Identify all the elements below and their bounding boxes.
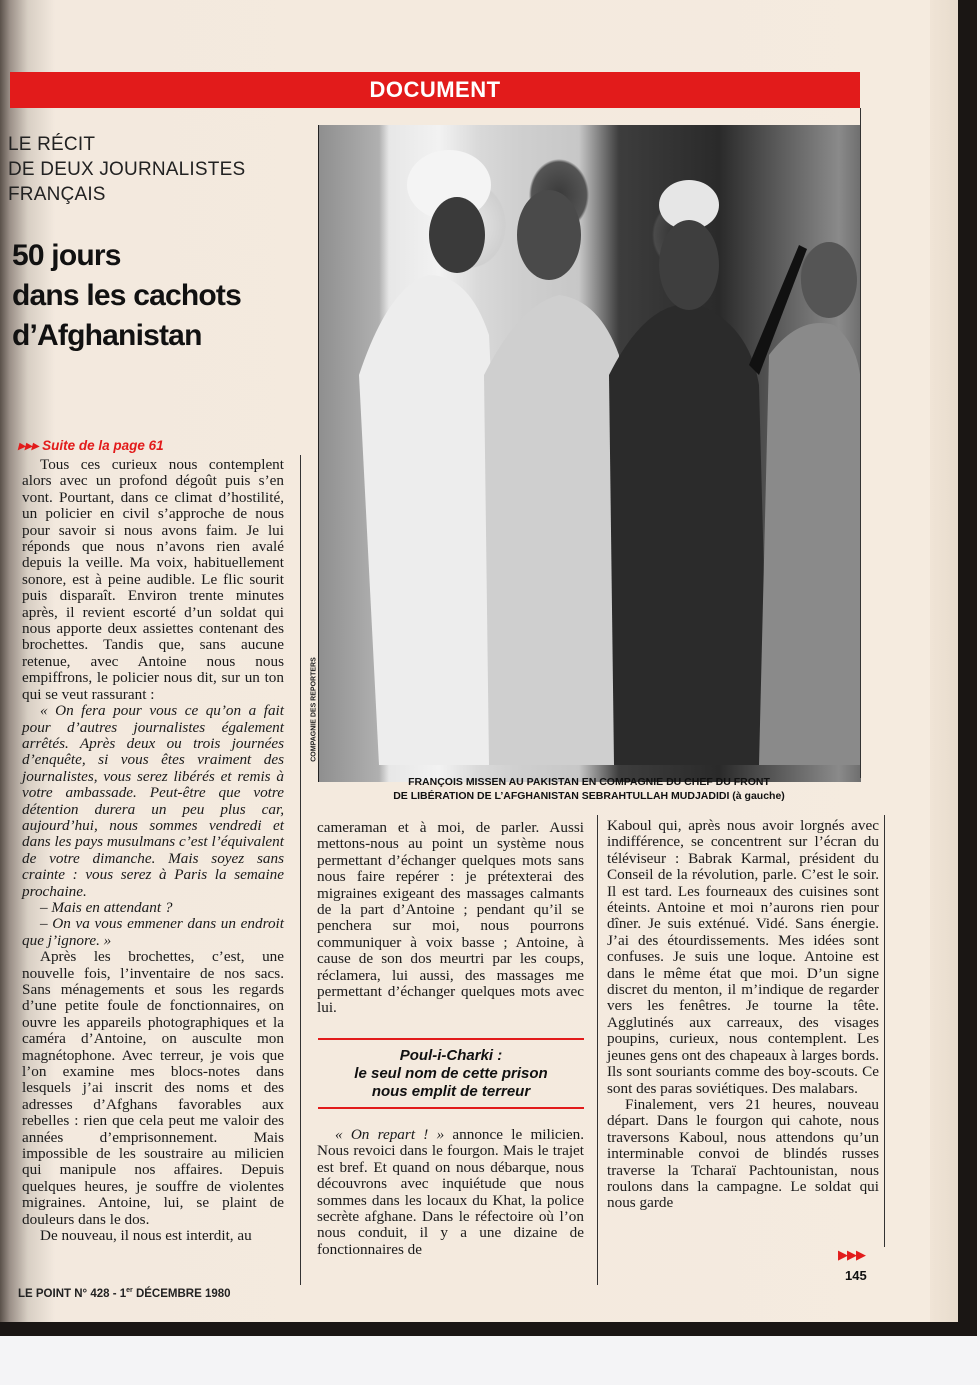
figure-bearded-face [429,197,485,273]
photo-figures [319,125,861,782]
article-headline [12,236,241,356]
article-kicker [8,132,245,207]
article-column-3 [607,818,879,1212]
subhead [318,1038,584,1109]
figure-soldier [759,323,861,765]
article-photo [318,125,861,782]
column-divider [300,455,301,1285]
subhead-line: Poul-i-Charki : [399,1047,503,1064]
paragraph: De nouveau, il nous est interdit, au [40,1227,252,1245]
figure-journalist-head [517,190,581,280]
headline-line: dans les cachots [12,279,241,312]
section-banner: DOCUMENT [10,72,860,108]
continued-arrows-icon: ▶▶▶ [838,1247,865,1262]
paragraph: Kaboul qui, après nous avoir lorgnés avec indifférence, se concentrent sur l’écran du téléviseur : Babrak Karmal, président du Conseil de la révolution, parle. C’est le soir. Il est tard. Les fourneaux des cuisines sont éteints. Antoine et moi n’aurons rien pour dîner. Je suis exténué. Vidé. Sans énergie. J’ai des étourdissements. Mes idées sont confuses. Je suis une loque. Antoine est dans le même état que moi. D’un signe discret du menton, il m’indique de regarder vers les fenêtres. Je tourne la tête. Agglutinés aux carreaux, des visages poupins, curieux, nous contemplent. Les jeunes gens ont des chapeaux à larges bords. Ils sont souriants comme des boy-scouts. Ce sont des paras soviétiques. Des malabars. [607,817,879,1097]
figure-soldier-head [801,242,857,318]
continued-from-label: ▸▸▸ Suite de la page 61 [18,438,164,453]
caption-line: FRANÇOIS MISSEN AU PAKISTAN EN COMPAGNIE DU CHEF DU FRONT [408,776,770,788]
figure-armed-man-face [659,220,719,310]
kicker-line: LE RÉCIT [8,134,96,155]
article-column-2 [317,820,584,1017]
caption-line: DE LIBÉRATION DE L’AFGHANISTAN SEBRAHTULLAH MUDJADIDI (à gauche) [393,790,785,802]
article-column-2b [317,1127,584,1258]
page-edge [930,0,958,1322]
photo-border [860,108,861,778]
figure-journalist [484,295,619,765]
paragraph: cameraman et à moi, de parler. Aussi mettons-nous au point un système nous permettant d’échanger quelques mots sans nous faire repérer : je prétexterai des migraines exigeant des massages calmants de la part d’Antoine ; pendant qu’il se penchera sur moi, nous pourrons communiquer à voix basse ; Antoine, à cause de son dos meurtri par les coups, réclamera, lui aussi, des massages me permettant d’échanger quelques mots avec lui. [317,819,584,1017]
kicker-line: FRANÇAIS [8,184,106,205]
paragraph: Tous ces curieux nous contemplent alors avec un profond dégoût puis s’en vont. Pourtant, dans ce climat d’hostilité, un policier en civil s’approche de nous pour savoir si nous avons faim. Je lui réponds que nous n’avons rien avalé depuis la veille. Ma voix, habituellement sonore, est à peine audible. Le flic sourit puis disparaît. Environ trente minutes après, il revient escorté d’un soldat qui nous apporte deux assiettes contenant des brochettes. Tandis que, sans aucune retenue, avec Antoine nous nous empiffrons, le policier nous dit, sur un ton qui se veut rassurant : [22,456,284,703]
column-divider [597,815,598,1285]
subhead-line: le seul nom de cette prison [354,1065,548,1082]
paragraph: Après les brochettes, c’est, une nouvelle fois, l’inventaire de nos sacs. Sans ménagements et sous les regards d’une petite foule de fonctionnaires, on ouvre les appareils photographiques et la caméra d’Antoine, on ausculte mon magnétophone. Avec terreur, je vois que l’on examine mes blocs-notes dans lesquels j’ai inscrit des noms et des adresses d’Afghans favorables aux rebelles : rien que cela peut me valoir des années d’emprisonnement. Mais impossible de les soustraire au milicien qui manipule nos affaires. Depuis quelques heures, je souffre de violentes migraines. Antoine, lui, se plaint de douleurs dans le dos. [22,948,284,1228]
quote-paragraph: « On fera pour vous ce qu’on a fait pour d’autres journalistes également arrêtés. Après deux ou trois journées d’enquête, si vous êtes vraiment des journalistes, vous serez libérés et remis à votre ambassade. Peut-être que votre détention durera un peu plus car, aujourd’hui, nous sommes vendredi et dans les pays musulmans c’est l’équivalent de votre dimanche. Mais soyez sans crainte : vous serez à Paris la semaine prochaine. [22,702,284,900]
photo-credit: COMPAGNIE DES REPORTERS [310,657,318,762]
kicker-line: DE DEUX JOURNALISTES [8,159,246,180]
headline-line: 50 jours [12,239,121,272]
dialogue-line: – On va vous emmener dans un endroit que j’ignore. » [22,915,284,949]
paragraph: Finalement, vers 21 heures, nouveau départ. Dans le fourgon qui cahote, nous traversons Kaboul, nous attendons qu’un interminable convoi de blindés russes traverse la Tcharaï Pachtounistan, nous roulons dans la campagne. Le soldat qui nous garde [607,1095,879,1212]
dialogue-line: – Mais en attendant ? [40,898,173,916]
page-footer: LE POINT N° 428 - 1er DÉCEMBRE 1980 [18,1287,231,1300]
photo-caption [318,775,860,803]
paragraph: « On repart ! » annonce le milicien. Nous revoici dans le fourgon. Mais le trajet est bref. Et quand on nous débarque, nous découvrons avec inquiétude que nous sommes dans les locaux du Khat, la police secrète afghane. Dans le réfectoire où l’on nous conduit, il y a une dizaine de fonctionnaires de [317,1126,585,1258]
subhead-line: nous emplit de terreur [371,1083,531,1100]
page-number: 145 [845,1268,867,1283]
figure-armed-man [609,304,769,765]
column-divider [884,815,885,1247]
headline-line: d’Afghanistan [12,319,202,352]
article-column-1 [22,457,284,1245]
